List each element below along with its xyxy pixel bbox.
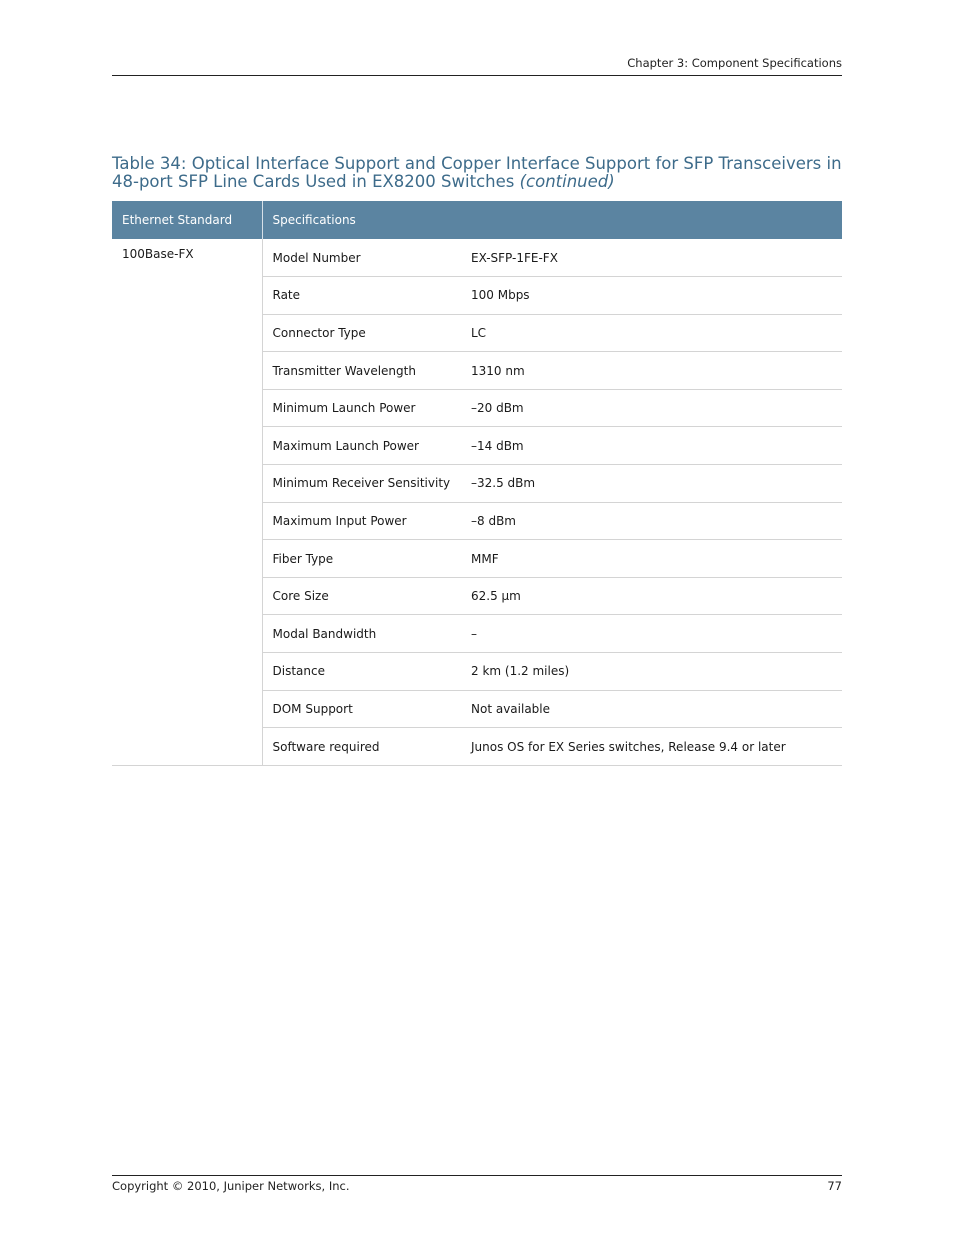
page-footer [112,1175,842,1193]
spec-value: 2 km (1.2 miles) [461,653,842,691]
running-header: Chapter 3: Component Specifications [112,56,842,76]
table-title [112,155,842,191]
spec-label: Transmitter Wavelength [262,352,461,390]
table-body [112,239,842,765]
spec-label: Software required [262,728,461,766]
table-header-row [112,201,842,239]
spec-value: 1310 nm [461,352,842,390]
column-header-ethernet-standard: Ethernet Standard [112,201,262,239]
spec-label: Fiber Type [262,540,461,578]
page-number: 77 [827,1179,842,1193]
spec-value: –32.5 dBm [461,465,842,503]
spec-value: Junos OS for EX Series switches, Release 9.4 or later [461,728,842,766]
spec-value: –8 dBm [461,502,842,540]
ethernet-standard-cell: 100Base-FX [112,239,262,765]
copyright-notice: Copyright © 2010, Juniper Networks, Inc. [112,1179,350,1193]
spec-value: 62.5 μm [461,577,842,615]
spec-value: Not available [461,690,842,728]
spec-value: LC [461,314,842,352]
table-title-continued: (continued) [519,172,615,191]
spec-label: Minimum Receiver Sensitivity [262,465,461,503]
spec-value: – [461,615,842,653]
spec-table [112,201,842,766]
table-row [112,239,842,277]
spec-label: Maximum Launch Power [262,427,461,465]
spec-label: Maximum Input Power [262,502,461,540]
spec-value: 100 Mbps [461,277,842,315]
spec-value: –14 dBm [461,427,842,465]
spec-label: DOM Support [262,690,461,728]
table-title-text: Table 34: Optical Interface Support and Copper Interface Support for SFP Transceivers in 48-port SFP Line Cards Used in EX8200 Switches [112,154,842,191]
spec-value: EX-SFP-1FE-FX [461,239,842,277]
spec-label: Rate [262,277,461,315]
spec-label: Connector Type [262,314,461,352]
spec-label: Modal Bandwidth [262,615,461,653]
spec-label: Model Number [262,239,461,277]
spec-label: Distance [262,653,461,691]
column-header-specifications: Specifications [262,201,842,239]
spec-value: –20 dBm [461,389,842,427]
spec-label: Core Size [262,577,461,615]
spec-value: MMF [461,540,842,578]
spec-label: Minimum Launch Power [262,389,461,427]
